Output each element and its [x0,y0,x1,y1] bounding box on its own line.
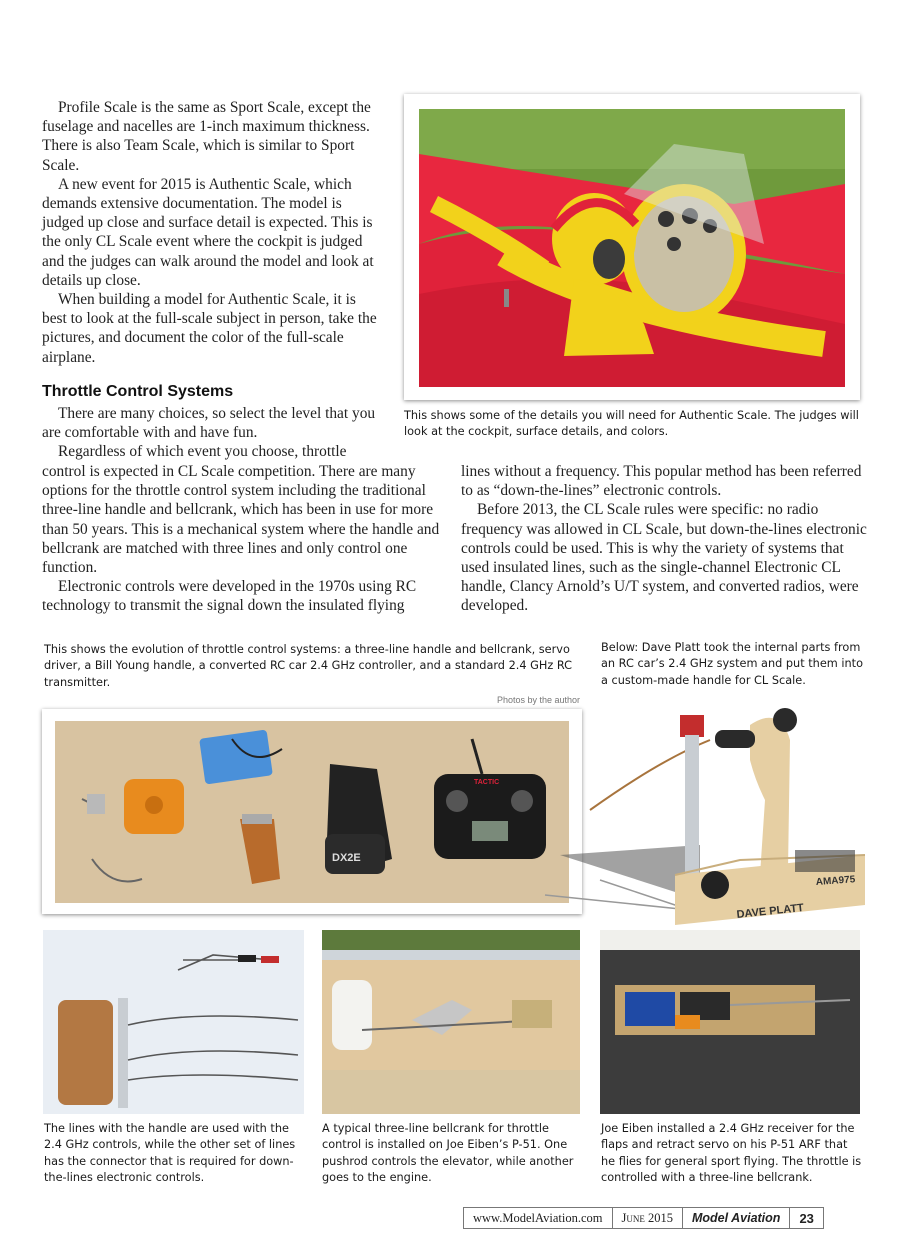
evolution-caption: This shows the evolution of throttle control systems: a three-line handle and bellcrank, servo driver, a Bill Young handle, a converted RC car 2.4 GHz controller, and a standard 2.4 GHz RC transmitter. [44,643,573,689]
controllers-illustration [42,709,582,914]
platt-handle-caption: Below: Dave Platt took the internal parts from an RC car’s 2.4 GHz system and put them into a custom-made handle for CL Scale. [601,641,864,687]
footer-url: www.ModelAviation.com [464,1208,613,1228]
paragraph: Regardless of which event you choose, throttle [58,443,347,461]
right-column [461,462,873,616]
section-intro [42,404,387,462]
left-column [42,462,444,616]
bellcrank-illustration [322,930,580,1114]
platt-handle-photo [540,700,870,935]
controller-brand-text: DX2E [332,852,361,864]
paragraph: Electronic controls were developed in the 1970s using RC technology to transmit the signal down the insulated flying [42,578,417,615]
paragraph: Before 2013, the CL Scale rules were specific: no radio frequency was allowed in CL Scale, but down-the-lines electronic controls could be used. This is why the variety of systems that used insulated lines, such as the single-channel Electronic CL handle, Clancy Arnold’s U/T system, and converted radios, were developed. [461,501,867,615]
paragraph: When building a model for Authentic Scale, it is best to look at the full-scale subject in person, take the pictures, and document the color of the full-scale airplane. [42,291,377,366]
bellcrank-photo [322,930,580,1114]
photo-credit: Photos by the author [496,695,580,705]
page-number: 23 [799,1210,814,1226]
cockpit-illustration [404,94,860,400]
paragraph: There are many choices, so select the level that you are comfortable with and have fun. [42,405,376,442]
cockpit-caption: This shows some of the details you will need for Authentic Scale. The judges will look at the cockpit, surface details, and colors. [404,409,859,439]
intro-text [42,98,382,367]
lines-illustration [43,930,304,1114]
cockpit-photo [404,94,860,400]
footer-date: June 2015 [613,1208,684,1228]
handle-number-text: AMA975 [815,874,856,888]
receiver-caption: Joe Eiben installed a 2.4 GHz receiver for the flaps and retract servo on his P-51 ARF that he flies for general sport flying. The throttle is controlled with a three-line bellcrank. [601,1122,862,1185]
paragraph: control is expected in CL Scale competition. There are many options for the throttle control system including the traditional three-line handle and bellcrank, which has been in use for more than 50 years. This is a mechanical system where the handle and bellcrank are matched with three lines and only control one function. [42,463,440,577]
transmitter-brand-text: TACTIC [474,779,500,786]
receiver-illustration [600,930,860,1114]
paragraph: A new event for 2015 is Authentic Scale, which demands extensive documentation. The model is judged up close and surface detail is expected. This is the only CL Scale event where the cockpit is judged and the judges can walk around the model and look at details up close. [42,175,374,289]
handle-illustration [540,700,870,935]
paragraph: lines without a frequency. This popular method has been referred to as “down-the-lines” electronic controls. [461,463,862,500]
page-footer [463,1207,824,1229]
evolution-photo [42,709,582,914]
section-heading: Throttle Control Systems [42,383,234,400]
lines-photo [43,930,304,1114]
footer-magazine: Model Aviation [683,1208,790,1228]
bellcrank-caption: A typical three-line bellcrank for throttle control is installed on Joe Eiben’s P-51. One pushrod controls the elevator, while another goes to the engine. [322,1122,574,1185]
handle-label-text: DAVE PLATT [736,902,805,921]
paragraph: Profile Scale is the same as Sport Scale, except the fuselage and nacelles are 1-inch maximum thickness. There is also Team Scale, which is similar to Sport Scale. [42,99,371,174]
lines-caption: The lines with the handle are used with the 2.4 GHz controls, while the other set of lines has the connector that is required for down-the-lines electronic controls. [44,1122,296,1185]
receiver-photo [600,930,860,1114]
